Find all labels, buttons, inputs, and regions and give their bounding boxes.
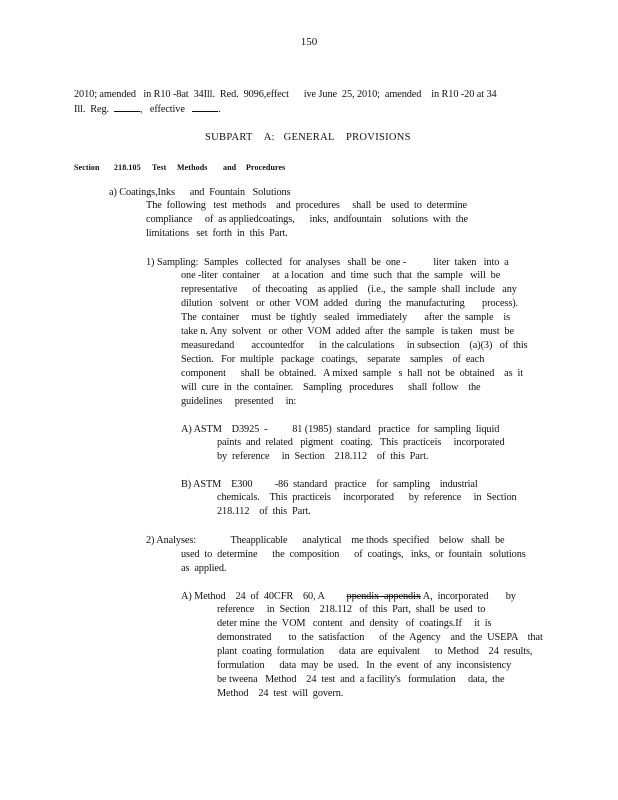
blank-line: [114, 102, 140, 112]
blank-line: [192, 102, 218, 112]
item-2a-tail: A, incorporated by: [420, 591, 516, 602]
item-2a-text: be tweena Method 24 test and a facility's formulation data, the: [217, 674, 505, 685]
item-1b-text: B) ASTM E300 -86 standard practice for sampling industrial: [181, 479, 478, 490]
section-number: 218.105: [114, 163, 141, 172]
item-2a-text: demonstrated to the satisfaction of the Agency and the USEPA that: [217, 632, 543, 643]
intro-reg-label: Ill. Reg.: [74, 104, 110, 115]
section-title-word: Procedures: [246, 163, 286, 172]
item-1-text: take n. Any solvent or other VOM added after the sample is taken must be: [181, 326, 514, 337]
section-title-word: Methods: [177, 163, 208, 172]
item-2-text: 2) Analyses: Theapplicable analytical me thods specified below shall be: [146, 535, 505, 546]
item-1b-text: 218.112 of this Part.: [217, 506, 311, 517]
item-1-text: The container must be tightly sealed immediately after the sample is: [181, 312, 510, 323]
intro-line-2: Ill. Reg. , effective .: [74, 104, 221, 115]
item-1-label: 1) Sampling:: [146, 257, 199, 268]
item-1-text: one -liter container at a location and time such that the sample will be: [181, 270, 501, 281]
item-2a-text: deter mine the VOM content and density of coatings.If it is: [217, 618, 492, 629]
struck-text: ppendix appendix: [346, 591, 421, 602]
intro-line-1: 2010; amended in R10 -8at 34Ill. Red. 9096,effect ive June 25, 2010; amended in R10 -20 at 34: [74, 89, 497, 100]
item-2-text: as applied.: [181, 563, 227, 574]
subsection-a-label: a) Coatings,Inks and Fountain Solutions: [109, 187, 291, 198]
section-title-word: and: [223, 163, 237, 172]
item-1-text: dilution solvent or other VOM added during the manufacturing process).: [181, 298, 519, 309]
item-2a-text: reference in Section 218.112 of this Part, shall be used to: [217, 604, 486, 615]
item-1a-text: by reference in Section 218.112 of this Part.: [217, 451, 429, 462]
item-2a-text: plant coating formulation data are equivalent to Method 24 results,: [217, 646, 533, 657]
item-2a-text: formulation data may be used. In the event of any inconsistency: [217, 660, 512, 671]
subsection-a-text: compliance of as appliedcoatings, inks, andfountain solutions with the: [146, 214, 468, 225]
page-number: 150: [300, 36, 318, 48]
item-2a-text: Method 24 test will govern.: [217, 688, 344, 699]
item-2a-lead: A) Method 24 of 40CFR 60, A: [181, 591, 325, 602]
section-label: Section: [74, 163, 100, 172]
item-1-text: Samples collected for analyses shall be one - liter taken into a: [204, 257, 509, 268]
section-title-word: Test: [152, 163, 167, 172]
item-2a-text: [181, 590, 516, 603]
item-1a-text: A) ASTM D3925 - 81 (1985) standard practice for sampling liquid: [181, 424, 500, 435]
subsection-a-text: The following test methods and procedures shall be used to determine: [146, 200, 468, 211]
item-1-text: component shall be obtained. A mixed sample s hall not be obtained as it: [181, 368, 523, 379]
item-1-text: guidelines presented in:: [181, 396, 297, 407]
item-1-text: representative of thecoating as applied (i.e., the sample shall include any: [181, 284, 517, 295]
subpart-heading: SUBPART A: GENERAL PROVISIONS: [205, 132, 411, 143]
item-1-text: will cure in the container. Sampling procedures shall follow the: [181, 382, 481, 393]
item-1-text: Section. For multiple package coatings, separate samples of each: [181, 354, 485, 365]
item-2-text: used to determine the composition of coatings, inks, or fountain solutions: [181, 549, 526, 560]
item-1b-text: chemicals. This practiceis incorporated by reference in Section: [217, 492, 517, 503]
subsection-a-text: limitations set forth in this Part.: [146, 228, 288, 239]
intro-effective-label: effective: [149, 104, 185, 115]
item-1-text: measuredand accountedfor in the calculations in subsection (a)(3) of this: [181, 340, 528, 351]
item-1a-text: paints and related pigment coating. This practiceis incorporated: [217, 437, 505, 448]
